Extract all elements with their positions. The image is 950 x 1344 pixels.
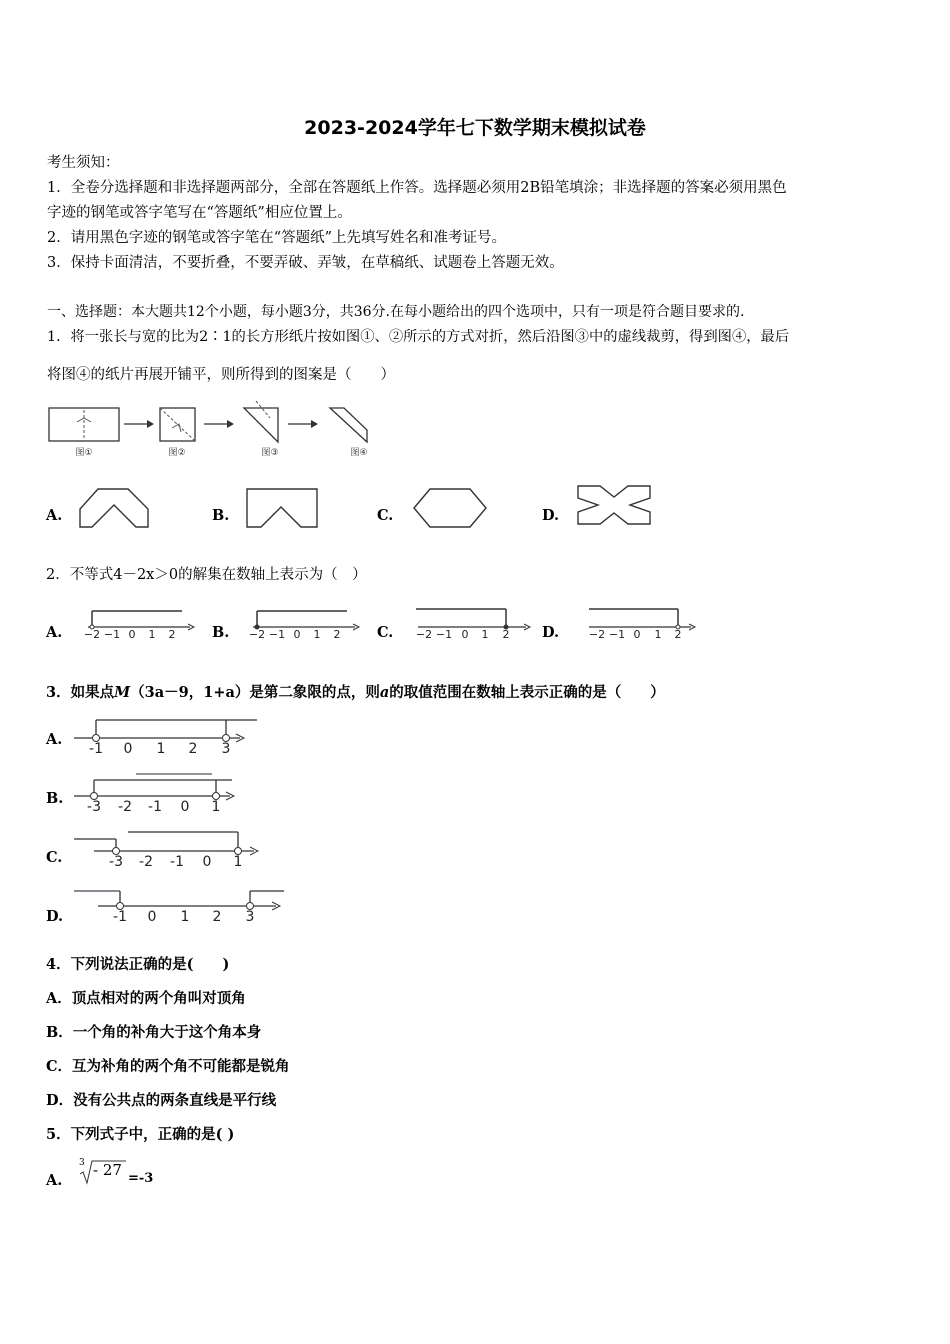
q2-option-b-label[interactable]: B. — [212, 624, 230, 641]
q3-option-b-label[interactable]: B. — [46, 790, 64, 807]
arrow-3-head — [311, 420, 318, 428]
q1-stem-cont: 将图④的纸片再展开铺平，则所得到的图案是（ ） — [47, 367, 395, 383]
fig3-label: 图③ — [261, 448, 279, 458]
q2-option-a-numberline[interactable] — [80, 604, 200, 644]
q1-option-b-label[interactable]: B. — [212, 507, 230, 524]
q5-option-a-label[interactable]: A. — [46, 1172, 63, 1189]
q5-option-a-expression[interactable] — [76, 1156, 156, 1192]
q2-option-b-numberline[interactable] — [245, 604, 365, 644]
arrow-2-head — [227, 420, 234, 428]
q2-option-d-label[interactable]: D. — [542, 624, 560, 641]
q5-a-result: =-3 — [128, 1171, 154, 1186]
svg-text:1: 1 — [156, 741, 166, 757]
svg-text:1: 1 — [211, 799, 221, 815]
q3-option-c-numberline[interactable] — [72, 830, 262, 874]
svg-text:2: 2 — [674, 628, 682, 641]
notice-item-3: 3．保持卡面清洁，不要折叠，不要弄破、弄皱，在草稿纸、试题卷上答题无效。 — [47, 255, 564, 271]
q5-stem: 5．下列式子中，正确的是( ) — [46, 1126, 235, 1143]
svg-text:−1: −1 — [103, 628, 121, 641]
q1-option-b-shape[interactable] — [245, 487, 319, 529]
svg-text:1: 1 — [148, 628, 156, 641]
svg-text:2: 2 — [188, 741, 198, 757]
svg-text:−2: −2 — [83, 628, 101, 641]
svg-text:0: 0 — [202, 854, 212, 870]
q4-option-c[interactable]: C．互为补角的两个角不可能都是锐角 — [46, 1058, 290, 1075]
svg-text:0: 0 — [180, 799, 190, 815]
svg-text:-3: -3 — [87, 799, 101, 815]
q1-option-c-shape[interactable] — [412, 487, 488, 529]
svg-text:-2: -2 — [118, 799, 132, 815]
q1-option-a-shape[interactable] — [78, 487, 150, 529]
q2-option-a-label[interactable]: A. — [46, 624, 63, 641]
svg-text:−1: −1 — [608, 628, 626, 641]
q3-option-d-numberline[interactable] — [72, 888, 292, 932]
svg-text:3: 3 — [221, 741, 231, 757]
page-title: 2023-2024学年七下数学期末模拟试卷 — [304, 117, 646, 139]
q4-option-d[interactable]: D．没有公共点的两条直线是平行线 — [46, 1092, 277, 1109]
svg-text:1: 1 — [180, 909, 190, 925]
q2-option-c-numberline[interactable] — [410, 596, 535, 644]
svg-text:−2: −2 — [415, 628, 433, 641]
svg-text:−1: −1 — [268, 628, 286, 641]
q3-option-b-numberline[interactable] — [72, 771, 242, 815]
q1-option-d-shape[interactable] — [576, 484, 652, 526]
arrow-1-head — [147, 420, 154, 428]
svg-text:-1: -1 — [170, 854, 184, 870]
svg-text:-1: -1 — [113, 909, 127, 925]
q4-option-a[interactable]: A．顶点相对的两个角叫对顶角 — [46, 990, 246, 1007]
svg-text:0: 0 — [461, 628, 469, 641]
notice-heading: 考生须知： — [47, 155, 120, 171]
svg-text:2: 2 — [212, 909, 222, 925]
svg-text:1: 1 — [481, 628, 489, 641]
svg-text:0: 0 — [293, 628, 301, 641]
fig3-triangle — [244, 408, 278, 442]
notice-item-1-cont: 字迹的钢笔或答字笔写在“答题纸”相应位置上。 — [47, 205, 352, 221]
cube-root-index: 3 — [79, 1158, 85, 1168]
q3-option-a-label[interactable]: A. — [46, 731, 63, 748]
svg-text:1: 1 — [233, 854, 243, 870]
svg-text:1: 1 — [654, 628, 662, 641]
q2-option-d-numberline[interactable] — [585, 600, 703, 644]
svg-text:1: 1 — [313, 628, 321, 641]
svg-text:−1: −1 — [435, 628, 453, 641]
svg-text:2: 2 — [502, 628, 510, 641]
q3-option-d-label[interactable]: D. — [46, 908, 64, 925]
notice-item-1: 1．全卷分选择题和非选择题两部分，全部在答题纸上作答。选择题必须用2B铅笔填涂；非选择题的答案必须用黑色 — [47, 180, 787, 196]
radicand: - 27 — [93, 1161, 122, 1179]
section-heading: 一、选择题：本大题共12个小题，每小题3分，共36分.在每小题给出的四个选项中，只有一项是符合题目要求的. — [47, 304, 745, 320]
svg-text:2: 2 — [333, 628, 341, 641]
q1-option-c-label[interactable]: C. — [377, 507, 394, 524]
svg-text:0: 0 — [123, 741, 133, 757]
svg-text:-3: -3 — [109, 854, 123, 870]
svg-text:0: 0 — [633, 628, 641, 641]
q2-option-c-label[interactable]: C. — [377, 624, 394, 641]
svg-text:0: 0 — [128, 628, 136, 641]
q3-stem: 3．如果点M（3a－9，1+a）是第二象限的点，则a的取值范围在数轴上表示正确的是（ ） — [46, 684, 665, 701]
notice-item-2: 2．请用黑色字迹的钢笔或答字笔在“答题纸”上先填写姓名和准考证号。 — [47, 230, 507, 246]
q1-fold-figure — [44, 396, 384, 466]
svg-text:-1: -1 — [148, 799, 162, 815]
svg-text:−2: −2 — [588, 628, 606, 641]
q3-option-a-numberline[interactable] — [72, 714, 262, 758]
fig2-label: 图② — [168, 448, 186, 458]
svg-text:2: 2 — [168, 628, 176, 641]
svg-text:−2: −2 — [248, 628, 266, 641]
svg-text:3: 3 — [245, 909, 255, 925]
q3-option-c-label[interactable]: C. — [46, 849, 63, 866]
q4-option-b[interactable]: B．一个角的补角大于这个角本身 — [46, 1024, 262, 1041]
fig1-label: 图① — [75, 448, 93, 458]
fig3-cut-line — [256, 401, 270, 418]
fig2-arrow — [172, 424, 181, 432]
fig4-label: 图④ — [350, 448, 368, 458]
svg-text:-2: -2 — [139, 854, 153, 870]
fig4-shape — [330, 408, 367, 442]
q2-stem: 2．不等式4－2x＞0的解集在数轴上表示为（ ） — [46, 567, 367, 583]
q1-option-d-label[interactable]: D. — [542, 507, 560, 524]
q4-stem: 4．下列说法正确的是( ) — [46, 956, 230, 973]
q1-stem: 1．将一张长与宽的比为2∶1的长方形纸片按如图①、②所示的方式对折，然后沿图③中的虚线裁剪，得到图④，最后 — [47, 329, 790, 345]
svg-text:-1: -1 — [89, 741, 103, 757]
q1-option-a-label[interactable]: A. — [46, 507, 63, 524]
svg-text:0: 0 — [147, 909, 157, 925]
